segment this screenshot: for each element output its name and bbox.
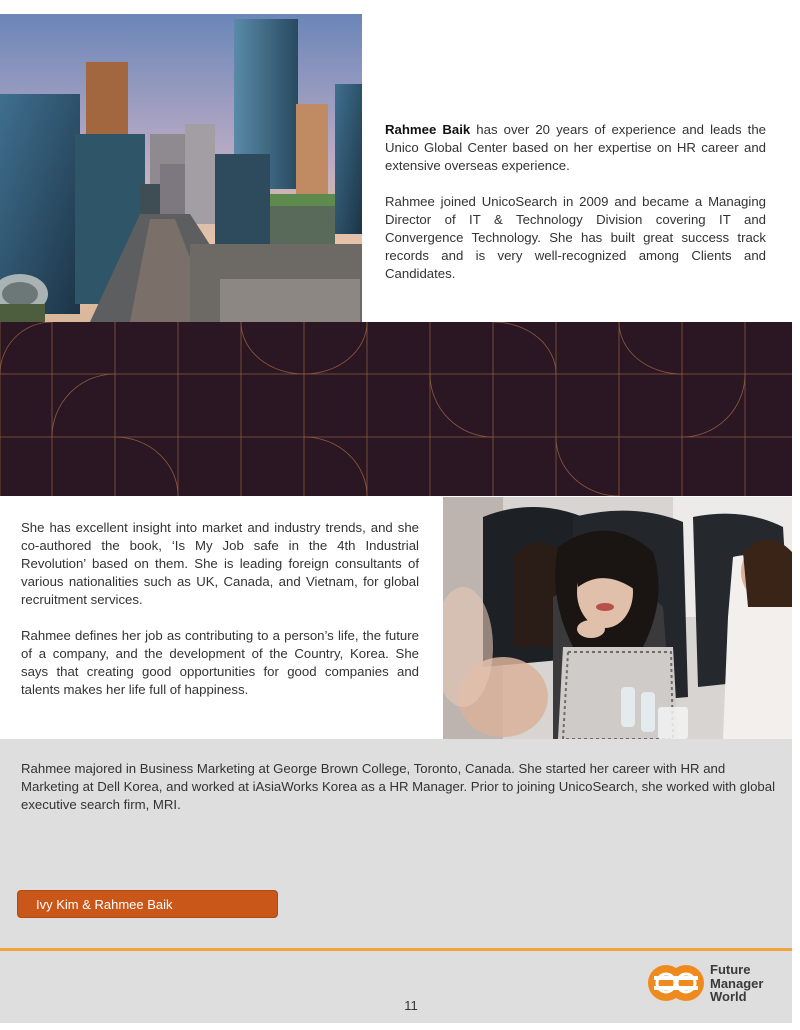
insight-text-block (21, 519, 419, 699)
page-number: 11 (404, 998, 418, 1013)
photo-caption-label: Ivy Kim & Rahmee Baik (17, 890, 278, 918)
bio-career-paragraph: Rahmee joined UnicoSearch in 2009 and became a Managing Director of IT & Technology Division covering IT and Convergence Technology. She has built great success track records and is very well-recognized among Clients and Candidates. (385, 194, 766, 281)
person-name: Rahmee Baik (385, 122, 471, 137)
pattern-arc (52, 374, 115, 437)
pattern-arc (0, 322, 52, 374)
decorative-pattern-band (0, 322, 792, 496)
bio-text-block (385, 121, 766, 283)
bio-intro-paragraph (385, 121, 766, 175)
pattern-arc (619, 322, 682, 374)
logo-line-world: World (710, 989, 747, 1004)
insight-paragraph: She has excellent insight into market and industry trends, and she co-authored the book, ‘Is My Job safe in the 4th Industrial Revolution’ based on them. She is leading foreign consultants of various nationalities such as UK, Canada, and Vietnam, for global recruitment services. (21, 520, 419, 607)
pattern-arc (304, 322, 367, 374)
mission-paragraph: Rahmee defines her job as contributing to a person’s life, the future of a company, and the development of the Country, Korea. She says that creating good opportunities for good companies and talents makes her life full of happiness. (21, 628, 419, 697)
education-paragraph: Rahmee majored in Business Marketing at George Brown College, Toronto, Canada. She started her career with HR and Marketing at Dell Korea, and worked at iAsiaWorks Korea as a HR Manager. Prior to joining UnicoSearch, she worked with global executive search firm, MRI. (21, 761, 776, 812)
pattern-arc (115, 437, 178, 496)
pattern-arc (493, 322, 556, 374)
pattern-arc (430, 374, 493, 437)
bio-intro-text: has over 20 years of experience and leads the Unico Global Center based on her expertise on HR career and extensive overseas experience. (385, 122, 767, 173)
pattern-arc (241, 322, 304, 374)
pattern-arc (556, 437, 619, 496)
city-skyline-photo (0, 14, 362, 322)
pattern-arc (304, 437, 367, 496)
page-right-margin (792, 0, 800, 1030)
accent-divider (0, 948, 792, 951)
logo-line-future: Future (710, 962, 751, 977)
education-text-block (21, 760, 776, 814)
meeting-photo (443, 497, 792, 739)
pattern-arc (682, 374, 745, 437)
logo-line-manager: Manager (710, 975, 764, 991)
